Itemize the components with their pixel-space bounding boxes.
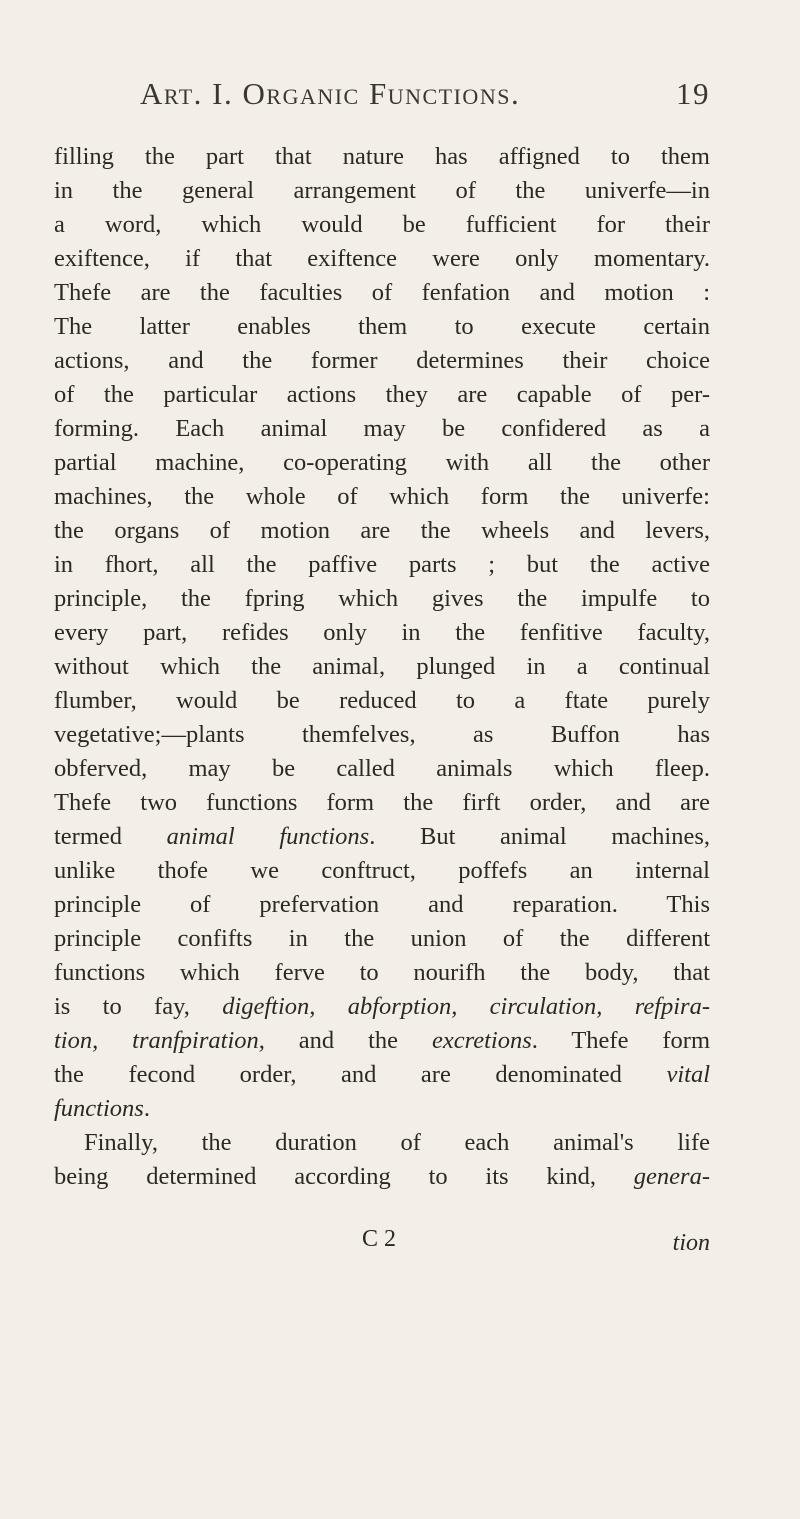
text-line-8: of the particular actions they are capable of per- [54,381,710,408]
text-line-9: forming. Each animal may be confidered as a [54,415,710,442]
text-line-21: termed animal functions. But animal machines, [54,823,710,850]
text-line-5: Thefe are the faculties of fenfation and motion : [54,279,710,306]
signature-mark: C 2 [362,1226,397,1252]
text-line-17: flumber, would be reduced to a ftate purely [54,687,710,714]
text-line-11: machines, the whole of which form the univerfe: [54,483,710,510]
text-line-16: without which the animal, plunged in a continual [54,653,710,680]
page-number: 19 [676,76,710,111]
text-line-1: filling the part that nature has affigned to them [54,143,710,170]
text-line-7: actions, and the former determines their choice [54,347,710,374]
text-line-30: Finally, the duration of each animal's life [84,1129,710,1156]
running-head-title: Art. I. Organic Functions. [140,76,521,111]
text-line-10: partial machine, co-operating with all the other [54,449,710,476]
text-line-31: being determined according to its kind, genera- [54,1163,710,1190]
text-line-25: functions which ferve to nourifh the body, that [54,959,710,986]
text-line-4: exiftence, if that exiftence were only momentary. [54,245,710,272]
text-line-23: principle of prefervation and reparation. This [54,891,710,918]
text-line-19: obferved, may be called animals which fleep. [54,755,710,782]
text-line-27: tion, tranfpiration, and the excretions. Thefe form [54,1027,710,1054]
text-line-24: principle confifts in the union of the different [54,925,710,952]
text-line-2: in the general arrangement of the univerfe—in [54,177,710,204]
body-text [54,140,710,1194]
text-line-18: vegetative;—plants themfelves, as Buffon has [54,721,710,748]
text-line-29: functions. [54,1095,150,1122]
text-line-26: is to fay, digeftion, abforption, circulation, refpira- [54,993,710,1020]
catchword: tion [672,1230,710,1256]
running-head [140,76,710,116]
text-line-22: unlike thofe we conftruct, poffefs an internal [54,857,710,884]
text-line-20: Thefe two functions form the firft order, and are [54,789,710,816]
text-line-6: The latter enables them to execute certain [54,313,710,340]
text-line-14: principle, the fpring which gives the impulfe to [54,585,710,612]
text-line-28: the fecond order, and are denominated vital [54,1061,710,1088]
text-line-15: every part, refides only in the fenfitive faculty, [54,619,710,646]
text-line-3: a word, which would be fufficient for their [54,211,710,238]
text-line-13: in fhort, all the paffive parts ; but the active [54,551,710,578]
page-footer [54,1226,710,1270]
text-line-12: the organs of motion are the wheels and levers, [54,517,710,544]
